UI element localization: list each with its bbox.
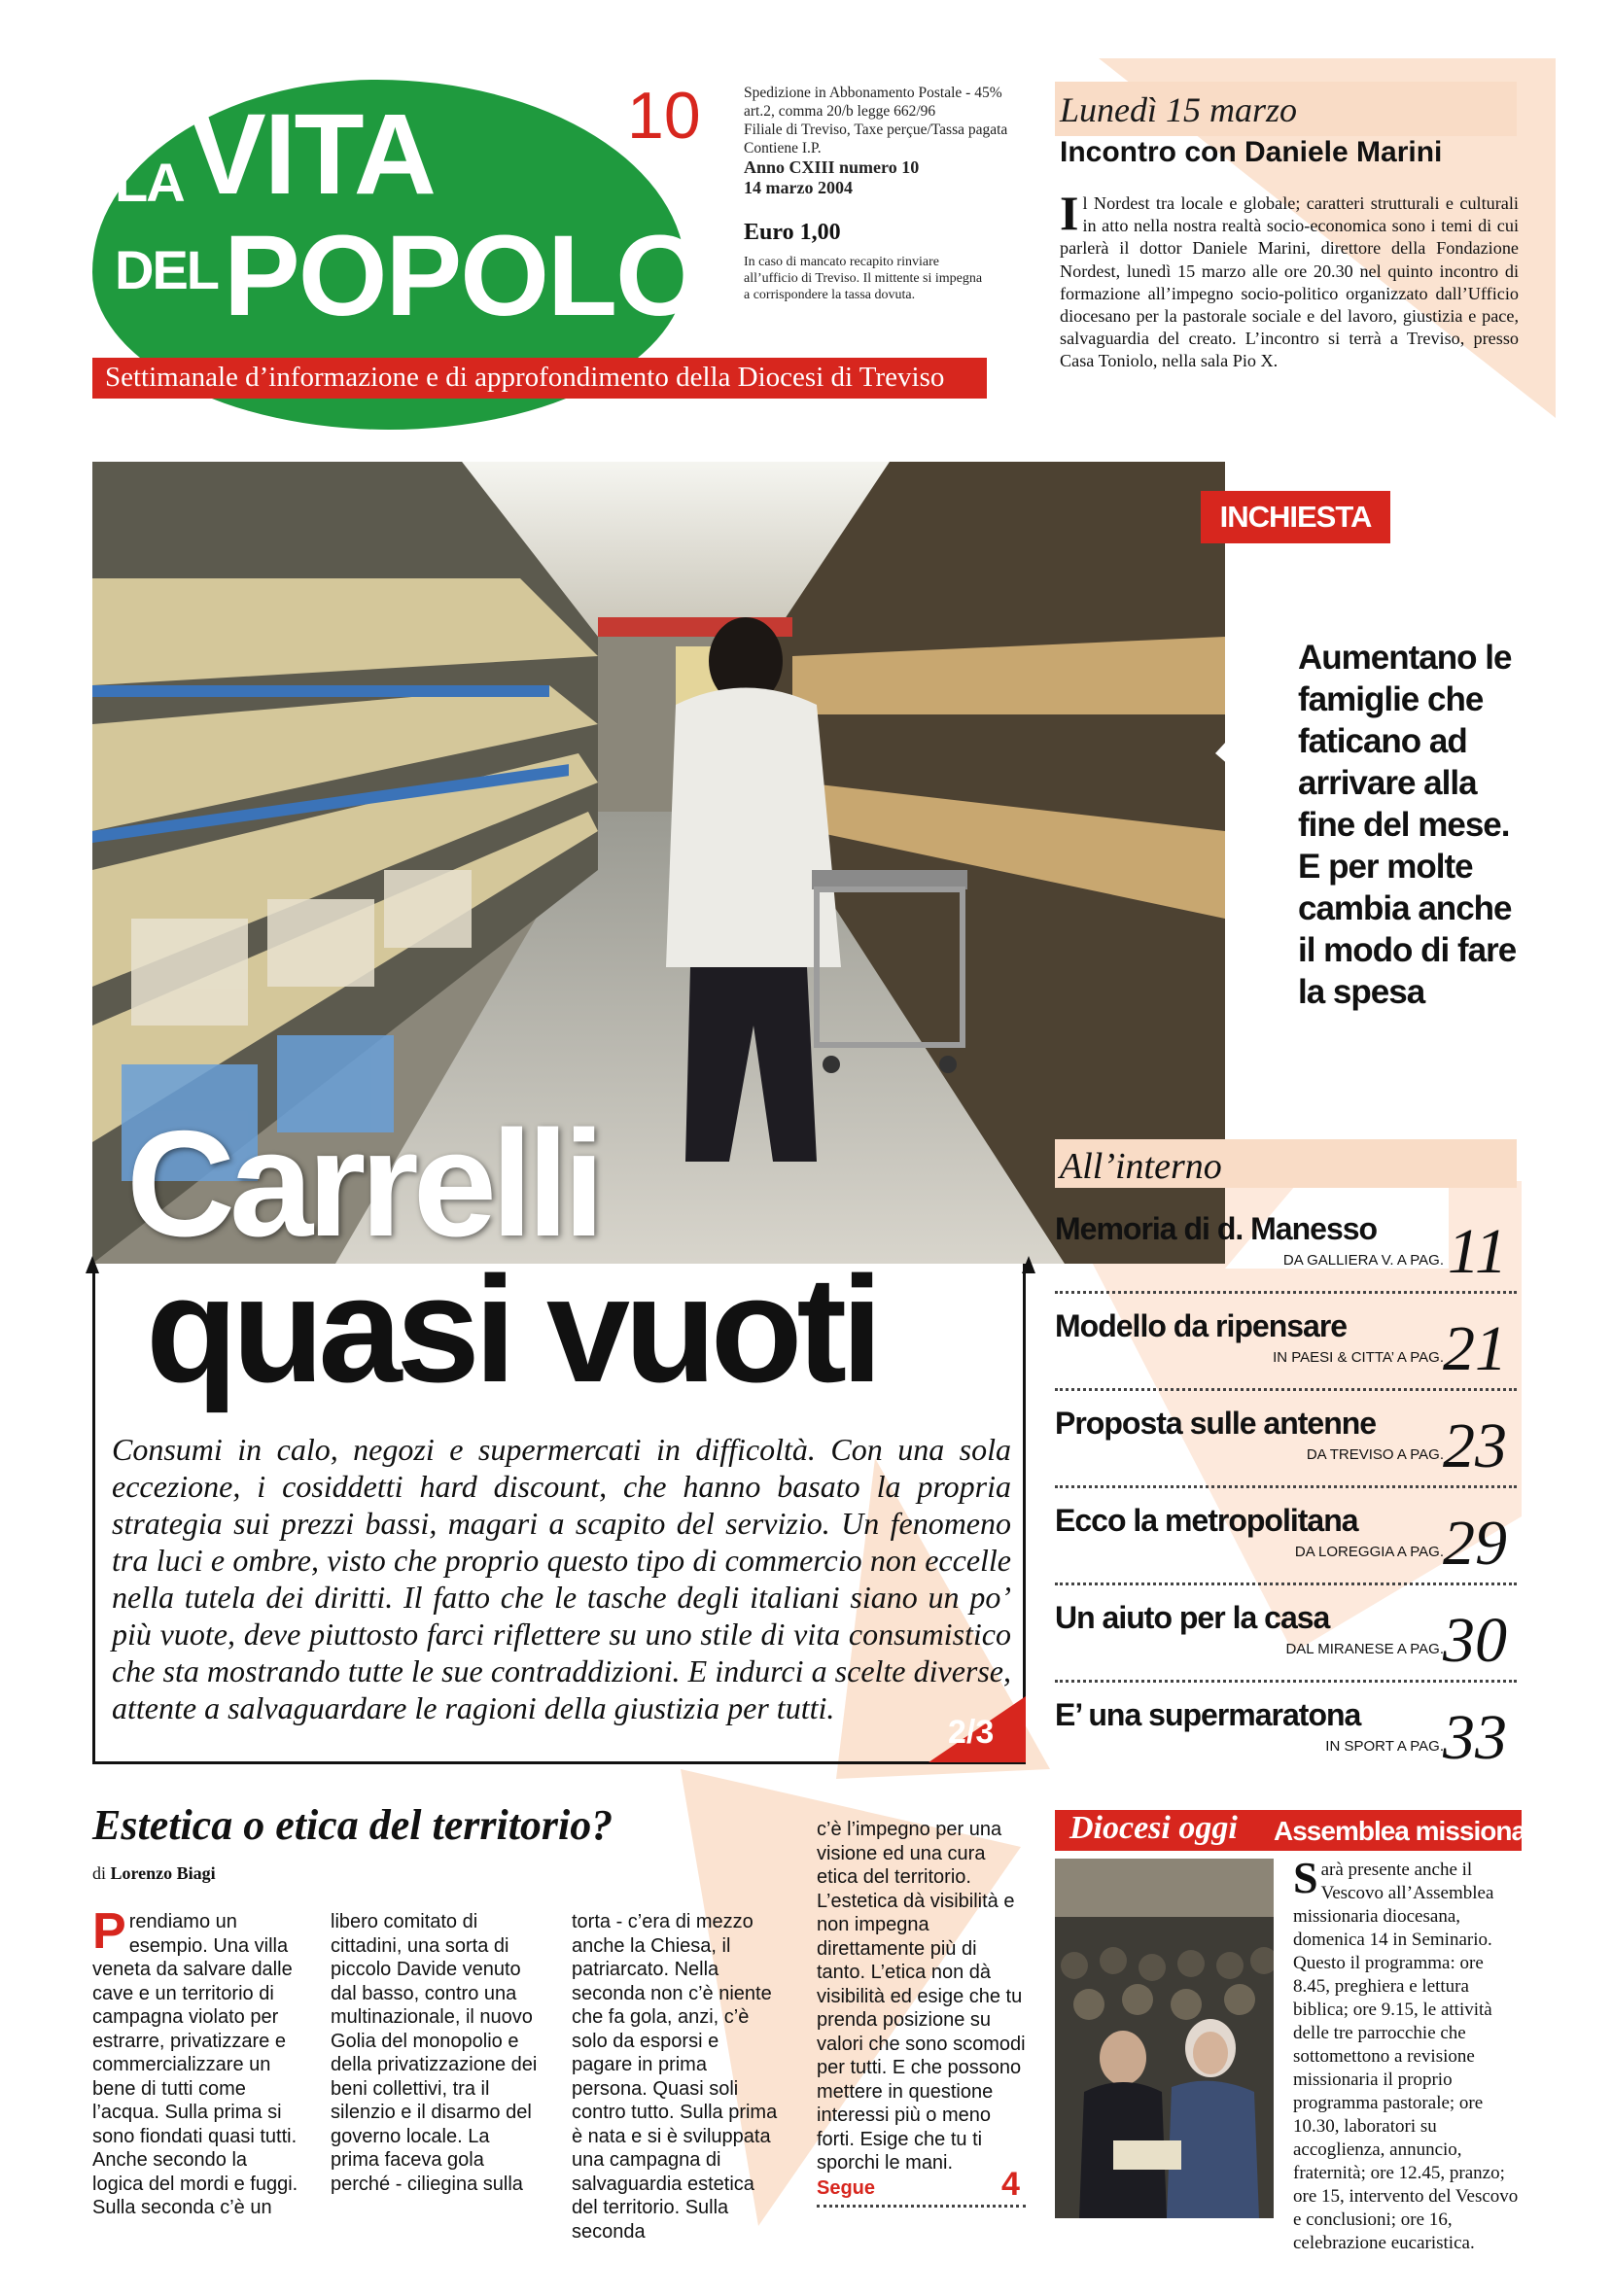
inside-item-page: 30 — [1443, 1605, 1507, 1676]
inside-item-title: Un aiuto per la casa — [1055, 1600, 1330, 1635]
inside-item[interactable] — [1055, 1388, 1517, 1488]
section-tag: INCHIESTA — [1201, 491, 1390, 543]
inside-item-sub: DA LOREGGIA A PAG. — [1294, 1544, 1444, 1560]
event-body: l Nordest tra locale e globale; caratteri strutturali e culturali in atto nella nostra realtà socio-economica sono i temi di cui parlerà il dottor Daniele Marini, direttore della Fondazione Nordest, lunedì 15 marzo alle ore 20.30 nel quinto incontro di formazione all’impegno socio-politico organizzato dall’Ufficio diocesano per la pastorale sociale e del lavoro, giustizia e pace, salvaguardia del creato. L’incontro si terrà a Treviso, presso Casa Toniolo, nella sala Pio X. — [1060, 193, 1519, 371]
inside-item[interactable] — [1055, 1485, 1517, 1585]
article-column-3: torta - c’era di mezzo anche la Chiesa, il patriarcato. Nella seconda non c’è niente che fa gola, anzi, c’è solo da esporsi e pagare in prima persona. Quasi soli contro tutto. Sulla prima è nata e si è sviluppata una campagna di salvaguardia estetica del territorio. Sulla seconda — [572, 1911, 778, 2243]
event-text — [1060, 186, 1519, 373]
postal-info — [744, 84, 1035, 303]
logo-del: DEL — [115, 239, 218, 300]
continue-page: 4 — [1001, 2166, 1020, 2203]
logo-la: LA — [115, 152, 184, 213]
continue-rule — [817, 2205, 1026, 2208]
article-col1-text: rendiamo un esempio. Una villa veneta da salvare dalle cave e un territorio di campagna violato per estrarre, privatizzare e commercializzare un bene di tutti come l’acqua. Sulla prima si sono fiondati quasi tutti. Anche secondo la logica del mordi e fuggi. Sulla seconda c’è un — [92, 1911, 298, 2218]
assembly-photo — [1055, 1859, 1274, 2218]
logo-vita: VITA — [190, 90, 436, 219]
inside-item-page: 11 — [1447, 1216, 1507, 1287]
issue-number: 10 — [627, 79, 701, 153]
inside-item-sub: DA TREVISO A PAG. — [1306, 1446, 1444, 1463]
inside-item-title: Modello da ripensare — [1055, 1308, 1348, 1343]
cover-pages: 2/3 — [948, 1714, 995, 1751]
article-column-4: c’è l’impegno per una visione ed una cura etica del territorio. L’estetica dà visibilità e non impegna direttamente più di tanto. L’etica non dà visibilità ed esige che tu prenda posizione su valori che sono scomodi per tutti. E che possono mettere in questione interessi più o meno forti. Esige che tu ti sporchi le mani. — [817, 1819, 1026, 2174]
inside-item-sub: DAL MIRANESE A PAG. — [1285, 1641, 1444, 1657]
inside-item-title: Memoria di d. Manesso — [1055, 1211, 1378, 1246]
inside-item[interactable] — [1055, 1194, 1517, 1294]
diocesi-body: arà presente anche il Vescovo all’Assemblea missionaria diocesana, domenica 14 in Seminario. Questo il programma: ore 8.45, preghiera e lettura biblica; ore 9.15, le attività delle tre parrocchie che sottomettono a revisione missionaria il proprio programma pastorale; ore 10.30, laboratori su accoglienza, annuncio, fraternità; ore 12.45, pranzo; ore 15, intervento del Vescovo e conclusioni; ore 16, celebrazione eucaristica. — [1293, 1860, 1519, 2253]
inside-item-page: 21 — [1443, 1313, 1507, 1384]
diocesi-text — [1293, 1853, 1522, 2255]
postal-line: Filiale di Treviso, Taxe perçue/Tassa pagata — [744, 122, 1008, 138]
event-date: Lunedì 15 marzo — [1060, 90, 1298, 129]
dropcap: P — [92, 1903, 126, 1960]
inside-item-title: Proposta sulle antenne — [1055, 1406, 1377, 1441]
inside-item-title: E’ una supermaratona — [1055, 1697, 1361, 1732]
inside-item-title: Ecco la metropolitana — [1055, 1503, 1358, 1538]
headline-line2: quasi vuoti — [146, 1245, 878, 1413]
inside-item-page: 23 — [1443, 1410, 1507, 1481]
byline-prefix: di — [92, 1863, 111, 1883]
article-author: Lorenzo Biagi — [110, 1863, 216, 1883]
dropcap: I — [1060, 186, 1079, 240]
cover-deck: Aumentano le famiglie che faticano ad arrivare alla fine del mese. E per molte cambia anche il modo di fare la spesa — [1298, 639, 1517, 1011]
anno: Anno CXIII numero 10 — [744, 157, 920, 177]
logo-popolo: POPOLO — [224, 212, 703, 340]
dropcap: S — [1293, 1853, 1318, 1902]
assembly-illustration — [1055, 1859, 1274, 2218]
headline-line1: Carrelli — [126, 1099, 600, 1268]
notice-line: all’ufficio di Treviso. Il mittente si impegna — [744, 271, 983, 286]
event-title: Incontro con Daniele Marini — [1060, 136, 1443, 168]
continue-label[interactable]: Segue — [817, 2177, 876, 2199]
article-column-2: libero comitato di cittadini, una sorta di piccolo Davide venuto dal basso, contro una multinazionale, il nuovo Golia del monopolio e della privatizzazione dei beni collettivi, tra il silenzio e il disarmo del governo locale. La prima faceva gola perché - ciliegina sulla — [331, 1911, 538, 2195]
issue-date: 14 marzo 2004 — [744, 178, 853, 197]
postal-line: Contiene I.P. — [744, 140, 822, 157]
inside-item-sub: DA GALLIERA V. A PAG. — [1282, 1252, 1444, 1269]
inside-item-page: 33 — [1443, 1702, 1507, 1773]
diocesi-title: Assemblea missionaria — [1274, 1816, 1557, 1846]
price: Euro 1,00 — [744, 220, 841, 245]
article-byline — [92, 1863, 216, 1884]
inside-item-sub: IN PAESI & CITTA’ A PAG. — [1273, 1349, 1444, 1366]
notice-line: In caso di mancato recapito rinviare — [744, 255, 939, 269]
inside-item-page: 29 — [1443, 1508, 1507, 1579]
article-title: Estetica o etica del territorio? — [92, 1801, 613, 1849]
inside-item[interactable] — [1055, 1680, 1517, 1777]
article-column-1 — [92, 1903, 301, 2220]
diocesi-label: Diocesi oggi — [1069, 1810, 1238, 1846]
postal-line: art.2, comma 20/b legge 662/96 — [744, 103, 936, 120]
postal-line: Spedizione in Abbonamento Postale - 45% — [744, 85, 1002, 101]
tagline: Settimanale d’informazione e di approfondimento della Diocesi di Treviso — [105, 362, 945, 393]
inside-title: All’interno — [1060, 1146, 1222, 1187]
inside-item[interactable] — [1055, 1291, 1517, 1391]
inside-item-sub: IN SPORT A PAG. — [1325, 1738, 1444, 1755]
inside-item[interactable] — [1055, 1583, 1517, 1683]
notice-line: a corrispondere la tassa dovuta. — [744, 288, 916, 302]
lead-text: Consumi in calo, negozi e supermercati in difficoltà. Con una sola eccezione, i cosiddetti hard discount, che hanno basato la propria strategia sui prezzi bassi, magari a scapito del servizio. Un fenomeno tra luci e ombre, visto che proprio questo tipo di commercio non eccelle nella tutela dei diritti. Il fatto che le tasche degli italiani siano un po’ più vuote, deve piuttosto farci riflettere su uno stile di vita consumistico che sta mostrando tutte le sue contraddizioni. E indurci a scelte diverse, attente a salvaguardare le ragioni della giustizia per tutti. — [112, 1432, 1011, 1725]
